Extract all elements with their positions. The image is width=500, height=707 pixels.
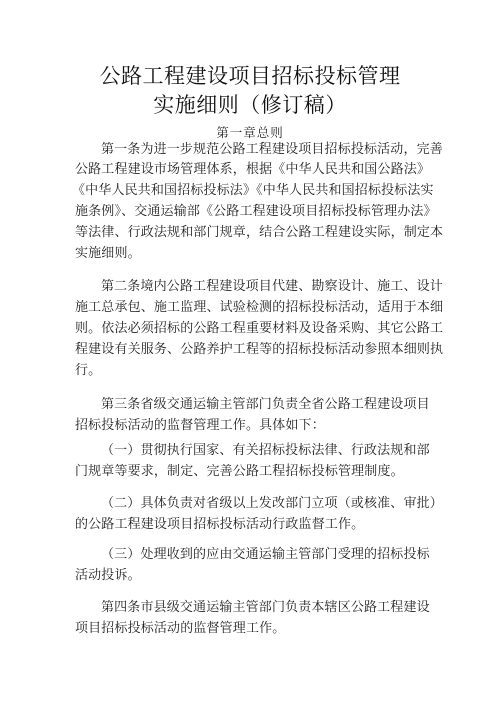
text-line: 施条例》、交通运输部《公路工程建设项目招标投标管理办法》	[75, 204, 437, 219]
text-line: 施工总承包、施工监理、试验检测的招标投标活动，适用于本细	[75, 300, 444, 315]
text-line: （一）贯彻执行国家、有关招标投标法律、行政法规和部	[101, 443, 430, 458]
text-line: 等法律、行政法规和部门规章，结合公路工程建设实际，制定本	[75, 225, 444, 240]
text-line: 第四条市县级交通运输主管部门负责本辖区公路工程建设	[101, 600, 430, 615]
text-line: 公路工程建设市场管理体系，根据《中华人民共和国公路法》	[75, 162, 431, 177]
text-line: 则。依法必须招标的公路工程重要材料及设备采购、其它公路工	[75, 321, 444, 336]
text-line: 项目招标投标活动的监督管理工作。	[75, 621, 286, 636]
text-line: （二）具体负责对省级以上发改部门立项（或核准、审批）	[101, 496, 443, 511]
text-line: 实施细则。	[75, 246, 141, 261]
text-line: （三）处理收到的应由交通运输主管部门受理的招标投标	[101, 547, 430, 562]
text-line: 第二条境内公路工程建设项目代建、勘察设计、施工、设计	[101, 279, 443, 294]
text-line: 门规章等要求，制定、完善公路工程招标投标管理制度。	[75, 464, 404, 479]
text-line: 程建设有关服务、公路养护工程等的招标投标活动参照本细则执	[75, 342, 444, 357]
text-line: 第三条省级交通运输主管部门负责全省公路工程建设项目	[101, 397, 430, 412]
document-title-line-1: 公路工程建设项目招标投标管理	[99, 64, 401, 88]
text-line: 招标投标活动的监督管理工作。具体如下：	[75, 418, 325, 433]
text-line: 活动投诉。	[75, 568, 141, 583]
text-line: 的公路工程建设项目招标投标活动行政监督工作。	[75, 517, 365, 532]
text-line: 第一条为进一步规范公路工程建设项目招标投标活动，完善	[101, 142, 443, 157]
text-line: 《中华人民共和国招标投标法》《中华人民共和国招标投标法实	[72, 183, 434, 198]
document-title-line-2: 实施细则（修订稿）	[153, 93, 347, 117]
text-line: 行。	[75, 363, 102, 378]
chapter-heading: 第一章总则	[216, 125, 284, 140]
